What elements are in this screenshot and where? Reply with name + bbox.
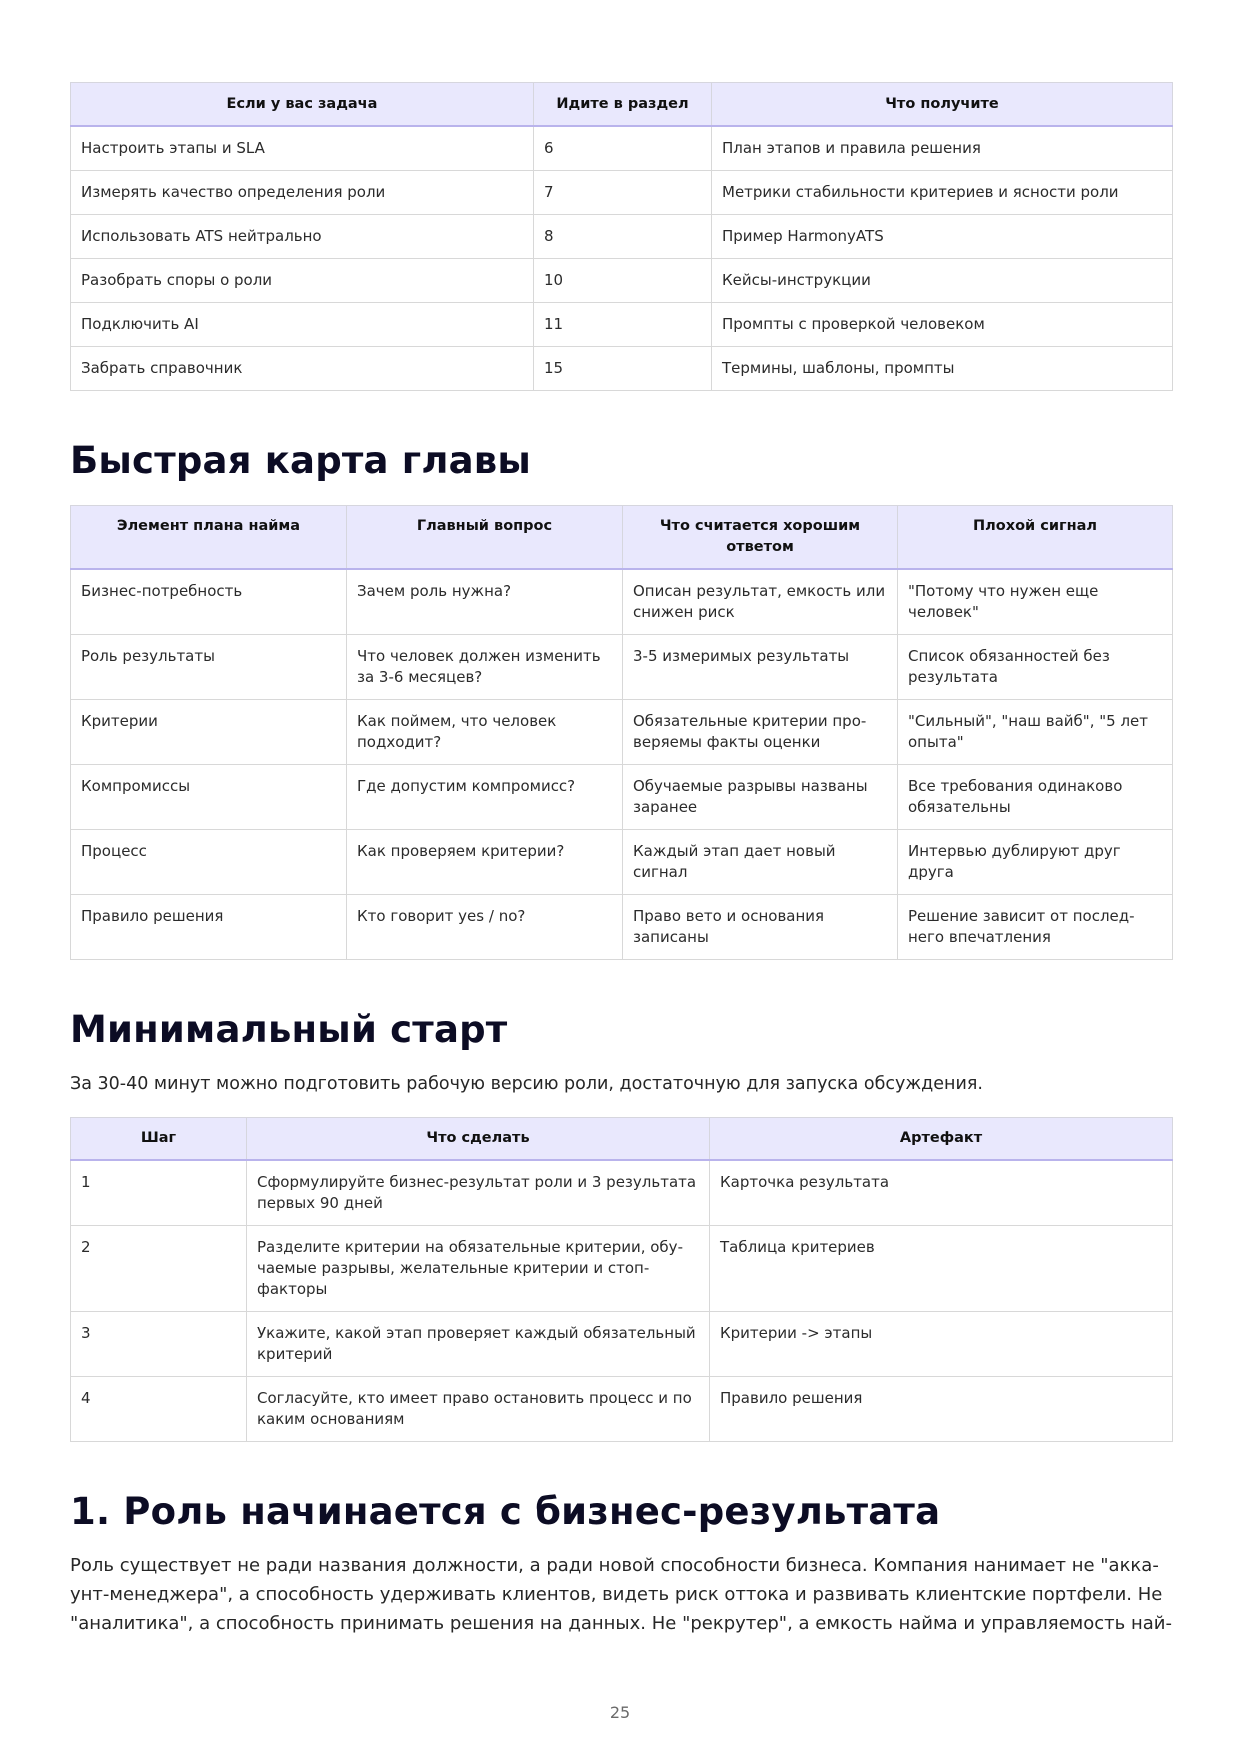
column-header: Что считается хорошим ответом [623, 506, 898, 570]
column-header: Элемент плана найма [71, 506, 347, 570]
table-cell: Как поймем, что человек подходит? [347, 700, 623, 765]
table-cell: Описан результат, емкость или снижен риск [623, 569, 898, 635]
table-row [71, 259, 1173, 303]
table-cell: Забрать справочник [71, 347, 534, 391]
table-cell: Правило решения [710, 1377, 1173, 1442]
table-row [71, 303, 1173, 347]
table-header-row [71, 506, 1173, 570]
section-heading-role: 1. Роль начинается с бизнес-результата [70, 1490, 941, 1533]
table-cell: Где допустим компромисс? [347, 765, 623, 830]
document-page [70, 82, 1172, 1638]
table-cell: 7 [534, 171, 712, 215]
table-cell: "Сильный", "наш вайб", "5 лет опыта" [898, 700, 1173, 765]
table-row [71, 1377, 1173, 1442]
table-cell: Метрики стабильности критериев и ясности роли [712, 171, 1173, 215]
table-cell: 4 [71, 1377, 247, 1442]
column-header: Шаг [71, 1118, 247, 1161]
table-cell: 11 [534, 303, 712, 347]
table-cell: Укажите, какой этап проверяет каждый обязательный критерий [247, 1312, 710, 1377]
table-cell: Термины, шаблоны, промпты [712, 347, 1173, 391]
table-cell: Каждый этап дает новый сигнал [623, 830, 898, 895]
table-cell: 6 [534, 126, 712, 171]
table-cell: Список обязанностей без результата [898, 635, 1173, 700]
table-row [71, 171, 1173, 215]
table-cell: Разобрать споры о роли [71, 259, 534, 303]
table-cell: Подключить AI [71, 303, 534, 347]
table-cell: 8 [534, 215, 712, 259]
navigation-table [70, 82, 1173, 391]
table-cell: Правило решения [71, 895, 347, 960]
page-number: 25 [609, 1703, 631, 1722]
column-header: Артефакт [710, 1118, 1173, 1161]
table-row [71, 700, 1173, 765]
column-header: Главный вопрос [347, 506, 623, 570]
table-row [71, 830, 1173, 895]
table-cell: 15 [534, 347, 712, 391]
table-cell: Карточка результата [710, 1160, 1173, 1226]
table-cell: Решение зависит от последнего впечатления [898, 895, 1173, 960]
section-intro: За 30-40 минут можно подготовить рабочую версию роли, достаточную для запуска обсуждения. [70, 1074, 983, 1094]
table-cell: Промпты с проверкой человеком [712, 303, 1173, 347]
table-cell: "Потому что нужен еще человек" [898, 569, 1173, 635]
table-cell: План этапов и правила решения [712, 126, 1173, 171]
section-heading-quick-map: Быстрая карта главы [70, 439, 532, 482]
table-cell: Разделите критерии на обязательные критерии, обучаемые разрывы, желательные критерии и стоп-факторы [247, 1226, 710, 1312]
table-cell: Процесс [71, 830, 347, 895]
quick-map-table [70, 505, 1173, 960]
table-row [71, 347, 1173, 391]
table-cell: Критерии [71, 700, 347, 765]
table-cell: Сформулируйте бизнес-результат роли и 3 результата первых 90 дней [247, 1160, 710, 1226]
table-row [71, 1312, 1173, 1377]
table-cell: Согласуйте, кто имеет право остановить процесс и по каким основаниям [247, 1377, 710, 1442]
table-cell: Кто говорит yes / no? [347, 895, 623, 960]
table-cell: Кейсы-инструкции [712, 259, 1173, 303]
table-cell: Все требования одинаково обязательны [898, 765, 1173, 830]
table-cell: Зачем роль нужна? [347, 569, 623, 635]
column-header: Идите в раздел [534, 83, 712, 127]
table-row [71, 126, 1173, 171]
table-cell: 2 [71, 1226, 247, 1312]
table-row [71, 569, 1173, 635]
table-row [71, 215, 1173, 259]
section-heading-minimal-start: Минимальный старт [70, 1008, 508, 1051]
table-cell: 3 [71, 1312, 247, 1377]
column-header: Что получите [712, 83, 1173, 127]
column-header: Если у вас задача [71, 83, 534, 127]
table-cell: 10 [534, 259, 712, 303]
table-cell: Бизнес-потребность [71, 569, 347, 635]
column-header: Плохой сигнал [898, 506, 1173, 570]
table-cell: 1 [71, 1160, 247, 1226]
table-cell: Таблица критериев [710, 1226, 1173, 1312]
table-cell: Измерять качество определения роли [71, 171, 534, 215]
table-cell: Критерии -> этапы [710, 1312, 1173, 1377]
table-row [71, 635, 1173, 700]
minimal-start-table [70, 1117, 1173, 1442]
column-header: Что сделать [247, 1118, 710, 1161]
table-row [71, 765, 1173, 830]
table-row [71, 1226, 1173, 1312]
table-cell: Как проверяем критерии? [347, 830, 623, 895]
table-cell: Обязательные критерии проверяемы факты оценки [623, 700, 898, 765]
table-cell: Право вето и основания записаны [623, 895, 898, 960]
table-cell: Обучаемые разрывы названы заранее [623, 765, 898, 830]
table-cell: Настроить этапы и SLA [71, 126, 534, 171]
table-cell: Использовать ATS нейтрально [71, 215, 534, 259]
table-row [71, 895, 1173, 960]
table-row [71, 1160, 1173, 1226]
table-cell: Компромиссы [71, 765, 347, 830]
table-cell: Что человек должен изменить за 3-6 месяцев? [347, 635, 623, 700]
table-cell: Роль результаты [71, 635, 347, 700]
table-header-row [71, 83, 1173, 127]
table-cell: Интервью дублируют друг друга [898, 830, 1173, 895]
table-cell: Пример HarmonyATS [712, 215, 1173, 259]
section-body-text: Роль существует не ради названия должности, а ради новой способности бизнеса. Компания нанимает не "аккаунт-менеджера", а способность удерживать клиентов, видеть риск оттока и развивать клиентские портфели. Не "аналитика", а способность принимать решения на данных. Не "рекрутер", а емкость найма и управляемость най- [70, 1555, 1172, 1634]
table-header-row [71, 1118, 1173, 1161]
table-cell: 3-5 измеримых результаты [623, 635, 898, 700]
